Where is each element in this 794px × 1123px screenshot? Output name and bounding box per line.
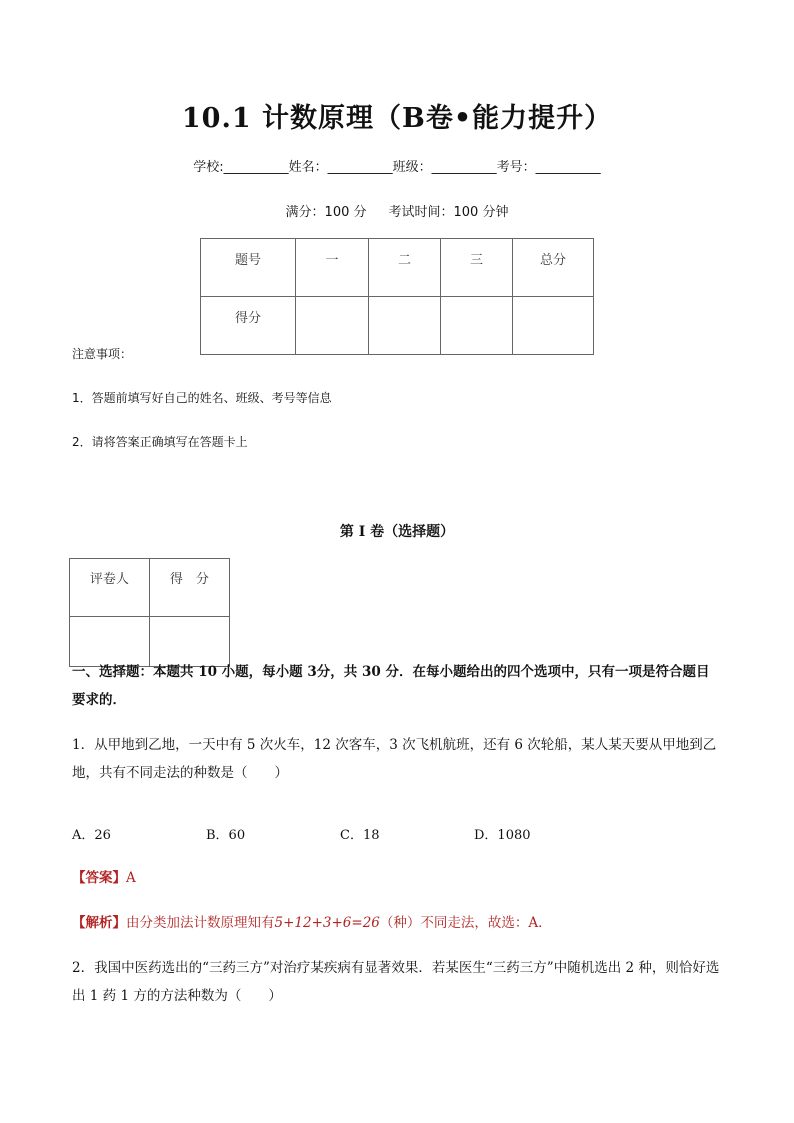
table-row (70, 559, 230, 617)
grader-header-cell: 评卷人 (70, 559, 150, 617)
exam-time: 考试时间：100 分钟 (388, 205, 509, 220)
table-row (201, 239, 594, 297)
table-row (201, 297, 594, 355)
q1-analysis (72, 909, 722, 937)
notes-title: 注意事项： (72, 347, 133, 361)
question-2: 2．我国中医药选出的“三药三方”对治疗某疾病有显著效果．若某医生“三药三方”中随机选出 2 种，则恰好选出 1 药 1 方的方法种数为（ ） (72, 960, 720, 1004)
option-d[interactable]: D．1080 (474, 828, 531, 843)
student-info-line: 学校:__________姓名：__________班级：__________考号：__________ (193, 160, 601, 175)
analysis-math: 5+12+3+6=26 (274, 915, 380, 931)
grader-header-cell: 得 分 (149, 559, 229, 617)
score-cell[interactable] (296, 297, 369, 355)
score-cell[interactable] (441, 297, 513, 355)
page-title: 10.1 计数原理（B卷•能力提升） (181, 103, 613, 134)
score-header-cell: 一 (296, 239, 369, 297)
score-header-cell: 三 (441, 239, 513, 297)
answer-value: A (126, 870, 136, 886)
score-header-cell: 题号 (201, 239, 296, 297)
option-c[interactable]: C．18 (340, 828, 380, 843)
option-a[interactable]: A．26 (72, 828, 111, 843)
score-cell[interactable] (513, 297, 594, 355)
analysis-label: 【解析】 (72, 915, 126, 931)
exam-meta (0, 201, 794, 220)
note-item: 2．请将答案正确填写在答题卡上 (72, 435, 248, 449)
grader-table (69, 558, 230, 667)
q1-options (72, 824, 722, 843)
score-row-label: 得分 (201, 297, 296, 355)
score-cell[interactable] (369, 297, 441, 355)
note-item: 1．答题前填写好自己的姓名、班级、考号等信息 (72, 391, 332, 405)
section-title: 第 I 卷（选择题） (339, 524, 455, 540)
answer-label: 【答案】 (72, 870, 126, 886)
score-table (200, 238, 594, 355)
analysis-text-post: （种）不同走法，故选：A． (379, 915, 552, 931)
analysis-text-pre: 由分类加法计数原理知有 (126, 915, 275, 931)
q1-answer (72, 864, 722, 892)
score-header-cell: 二 (369, 239, 441, 297)
score-header-cell: 总分 (513, 239, 594, 297)
section-instruction: 一、选择题：本题共 10 小题，每小题 3分，共 30 分．在每小题给出的四个选项中，只有一项是符合题目要求的． (72, 664, 710, 708)
full-score: 满分：100 分 (285, 205, 367, 220)
option-b[interactable]: B．60 (206, 828, 246, 843)
question-1: 1．从甲地到乙地，一天中有 5 次火车，12 次客车，3 次飞机航班，还有 6 次轮船，某人某天要从甲地到乙地，共有不同走法的种数是（ ） (72, 737, 717, 781)
